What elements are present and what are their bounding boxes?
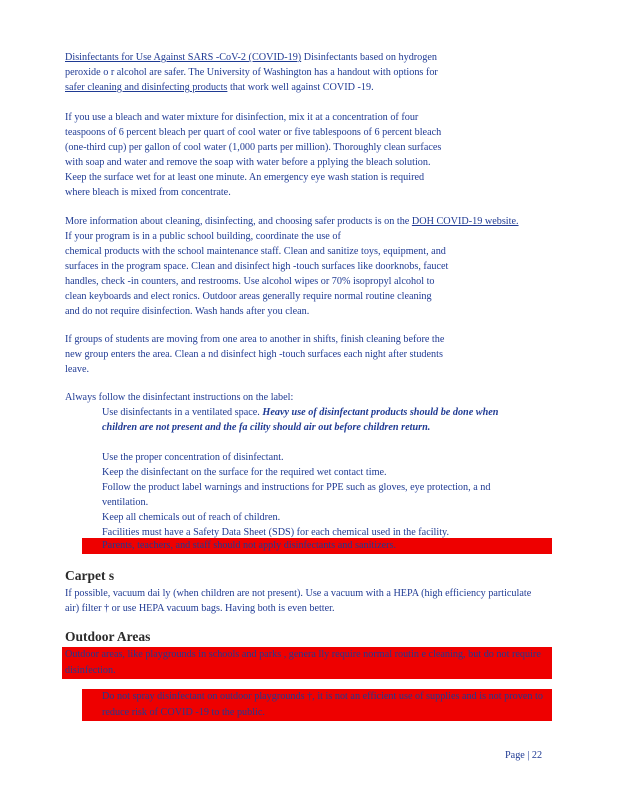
bullet-item-ppe: [87, 480, 527, 510]
bullet-item-reach: [87, 510, 527, 525]
bullet-item-concentration: [87, 450, 527, 465]
groups-line: leave.: [65, 364, 90, 375]
para1-text-end: that work well against COVID -19.: [227, 82, 374, 93]
bullet-text: Facilities must have a Safety Data Sheet (SDS) for each chemical used in the facility.: [102, 527, 450, 538]
bleach-line: with soap and water and remove the soap with water before a pplying the bleach solution.: [65, 157, 431, 168]
bullet-text: Parents, teachers, and staff should not apply disinfectants and sanitizers.: [102, 540, 397, 551]
outdoor-text-highlighted: Outdoor areas, like playgrounds in schools and parks , genera lly require normal routin e cleaning, but do not require disinfection.: [62, 647, 552, 679]
more-info-line: chemical products with the school maintenance staff. Clean and sanitize toys, equipment, and: [65, 246, 446, 257]
disinfectants-paragraph: [65, 50, 525, 95]
bleach-line: teaspoons of 6 percent bleach per quart of cool water or five tablespoons of 6 percent bleach: [65, 127, 442, 138]
groups-paragraph: [65, 332, 525, 377]
bullet-item-no-apply-highlighted: [82, 538, 552, 554]
groups-line: new group enters the area. Clean a nd disinfect high -touch surfaces each night after students: [65, 349, 443, 360]
more-info-line: handles, check -in counters, and restrooms. Use alcohol wipes or 70% isopropyl alcohol to: [65, 276, 435, 287]
more-info-text-cont: If your program is in a public school building, coordinate the use of: [65, 231, 341, 242]
more-info-text: More information about cleaning, disinfecting, and choosing safer products is on the: [65, 216, 412, 227]
groups-line: If groups of students are moving from one area to another in shifts, finish cleaning before the: [65, 334, 445, 345]
bleach-line: If you use a bleach and water mixture for disinfection, mix it at a concentration of four: [65, 112, 419, 123]
more-info-line: clean keyboards and elect ronics. Outdoor areas generally require normal routine cleaning: [65, 291, 432, 302]
bullet-text: Use disinfectants in a ventilated space.: [102, 407, 260, 418]
bullet-text: Follow the product label warnings and instructions for PPE such as gloves, eye protection, a nd ventilation.: [102, 482, 491, 508]
bleach-paragraph: [65, 110, 525, 200]
more-info-paragraph: [65, 214, 525, 319]
para1-line2: peroxide o r alcohol are safer. The University of Washington has a handout with options for: [65, 67, 438, 78]
more-info-line: surfaces in the program space. Clean and disinfect high -touch surfaces like doorknobs, faucet: [65, 261, 449, 272]
carpets-heading: Carpet s: [65, 568, 115, 583]
outdoor-areas-heading: Outdoor Areas: [65, 629, 151, 644]
doh-covid-website-link[interactable]: DOH COVID-19 website.: [411, 216, 519, 227]
sars-cov-2-disinfectants-link[interactable]: Disinfectants for Use Against SARS -CoV-2 (COVID-19): [65, 52, 302, 63]
page-number: Page | 22: [505, 750, 543, 761]
safer-cleaning-link[interactable]: safer cleaning and disinfecting products: [65, 82, 228, 93]
more-info-line: and do not require disinfection. Wash hands after you clean.: [65, 306, 310, 317]
bleach-line: (one-third cup) per gallon of cool water (1,000 parts per million). Thoroughly clean surfaces: [65, 142, 442, 153]
bullet-item-ventilation: [87, 405, 527, 435]
bullet-emphasis-text: Heavy use of disinfectant products should be done when children are not present and the fa cility should air out before children return.: [102, 407, 499, 433]
bullet-text: Keep the disinfectant on the surface for the required wet contact time.: [102, 467, 387, 478]
para1-text: Disinfectants based on hydrogen: [301, 52, 437, 63]
bullet-text: Keep all chemicals out of reach of children.: [102, 512, 281, 523]
always-follow-intro: Always follow the disinfectant instructions on the label:: [65, 392, 294, 403]
outdoor-bullet-highlighted: [82, 689, 552, 721]
bullet-text: Do not spray disinfectant on outdoor playgrounds †, it is not an efficient use of supplies and is not proven to reduce risk of COVID -19 to the public.: [102, 691, 543, 718]
bullet-text: Use the proper concentration of disinfectant.: [102, 452, 284, 463]
bleach-line: Keep the surface wet for at least one minute. An emergency eye wash station is required: [65, 172, 425, 183]
carpets-text: If possible, vacuum dai ly (when children are not present). Use a vacuum with a HEPA (high efficiency particulate air) filter † or use HEPA vacuum bags. Having both is even better.: [65, 588, 532, 614]
bleach-line: where bleach is mixed from concentrate.: [65, 187, 231, 198]
bullet-item-wet-contact: [87, 465, 527, 480]
